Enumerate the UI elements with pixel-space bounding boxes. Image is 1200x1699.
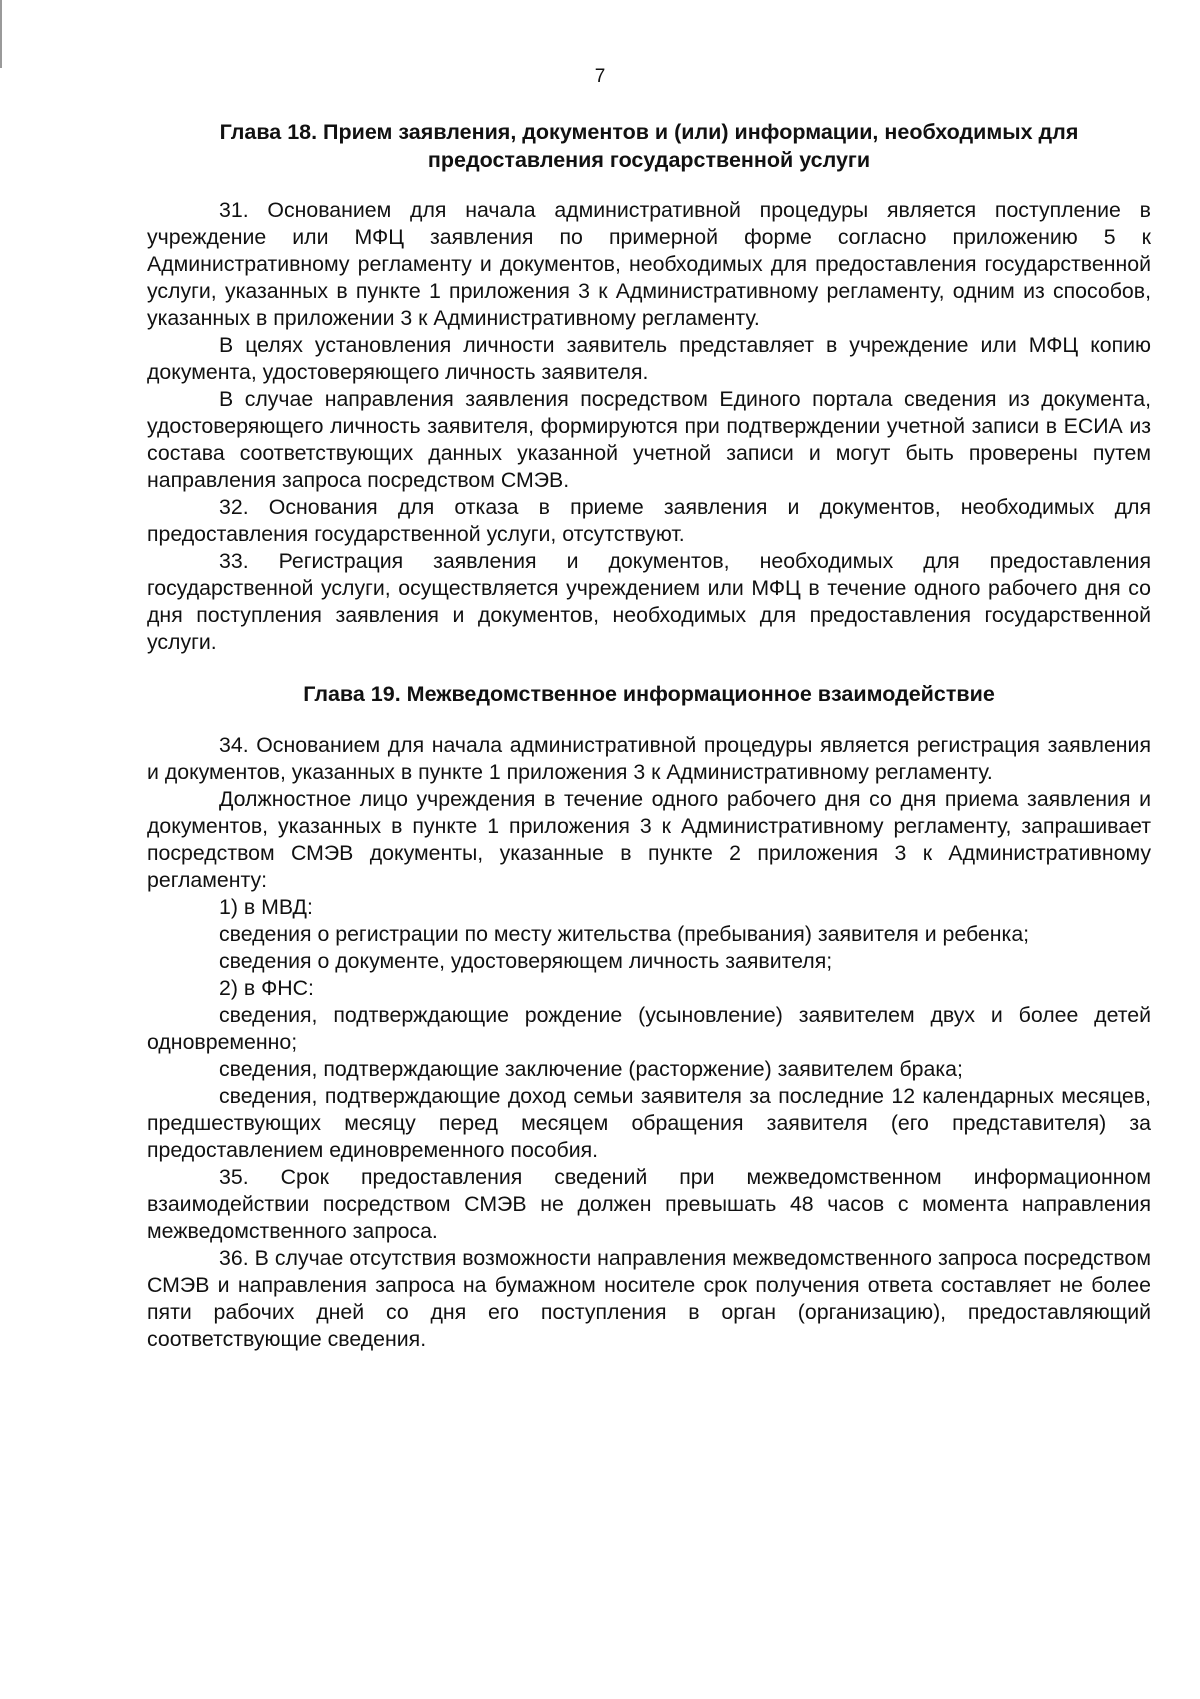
list-item-birth-info: сведения, подтверждающие рождение (усыновление) заявителем двух и более детей одновременно; [147, 1003, 1151, 1054]
chapter-18-heading: Глава 18. Прием заявления, документов и (или) информации, необходимых для предоставления государственной услуги [219, 120, 1079, 172]
list-item-mvd: 1) в МВД: [219, 895, 313, 919]
paragraph-31: 31. Основанием для начала административной процедуры является поступление в учреждение или МФЦ заявления по примерной форме согласно приложению 5 к Административному регламенту и документов, необходимых для предоставления государственной услуги, указанных в пункте 1 приложения 3 к Административному регламенту, одним из способов, указанных в приложении 3 к Административному регламенту. [147, 198, 1151, 330]
paragraph-32: 32. Основания для отказа в приеме заявления и документов, необходимых для предоставления государственной услуги, отсутствуют. [147, 495, 1151, 546]
chapter-19-heading: Глава 19. Межведомственное информационное взаимодействие [303, 682, 995, 706]
paragraph-34: 34. Основанием для начала административной процедуры является регистрация заявления и документов, указанных в пункте 1 приложения 3 к Административному регламенту. [147, 733, 1151, 784]
list-item-registration-info: сведения о регистрации по месту жительства (пребывания) заявителя и ребенка; [219, 922, 1030, 946]
list-item-income-info: сведения, подтверждающие доход семьи заявителя за последние 12 календарных месяцев, предшествующих месяцу перед месяцем обращения заявителя (его представителя) за предоставлением единовременного пособия. [147, 1084, 1151, 1162]
scan-edge-mark [0, 0, 2, 68]
paragraph-identity-copy: В целях установления личности заявитель представляет в учреждение или МФЦ копию документа, удостоверяющего личность заявителя. [147, 333, 1151, 384]
list-item-marriage-info: сведения, подтверждающие заключение (расторжение) заявителем брака; [219, 1057, 963, 1081]
paragraph-35: 35. Срок предоставления сведений при межведомственном информационном взаимодействии посредством СМЭВ не должен превышать 48 часов с момента направления межведомственного запроса. [147, 1165, 1151, 1243]
paragraph-unified-portal: В случае направления заявления посредством Единого портала сведения из документа, удостоверяющего личность заявителя, формируются при подтверждении учетной записи в ЕСИА из состава соответствующих данных указанной учетной записи и могут быть проверены путем направления запроса посредством СМЭВ. [147, 387, 1151, 492]
list-item-identity-document-info: сведения о документе, удостоверяющем личность заявителя; [219, 949, 833, 973]
paragraph-official-request: Должностное лицо учреждения в течение одного рабочего дня со дня приема заявления и документов, указанных в пункте 1 приложения 3 к Административному регламенту, запрашивает посредством СМЭВ документы, указанные в пункте 2 приложения 3 к Административному регламенту: [147, 787, 1151, 892]
paragraph-33: 33. Регистрация заявления и документов, необходимых для предоставления государственной услуги, осуществляется учреждением или МФЦ в течение одного рабочего дня со дня поступления заявления и документов, необходимых для предоставления государственной услуги. [147, 549, 1151, 654]
document-body [147, 118, 1151, 1353]
paragraph-36: 36. В случае отсутствия возможности направления межведомственного запроса посредством СМЭВ и направления запроса на бумажном носителе срок получения ответа составляет не более пяти рабочих дней со дня его поступления в орган (организацию), предоставляющий соответствующие сведения. [147, 1246, 1151, 1351]
list-item-fns: 2) в ФНС: [219, 976, 314, 1000]
page-number: 7 [594, 66, 606, 87]
